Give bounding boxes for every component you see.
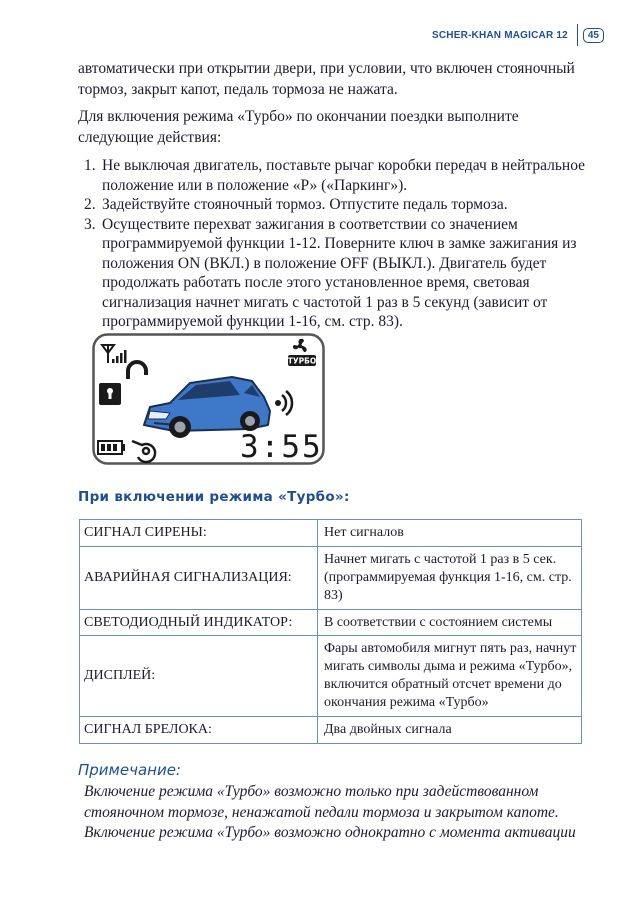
- table-row: [80, 610, 582, 636]
- paragraph-instructions: Для включения режима «Турбо» по окончании поездки выполните следующие действия:: [78, 108, 519, 146]
- row-label: ДИСПЛЕЙ:: [80, 636, 318, 717]
- header-title: SCHER-KHAN MAGICAR 12: [432, 29, 568, 41]
- list-item: [78, 156, 588, 195]
- row-value: Фары автомобиля мигнут пять раз, начнут мигать символы дыма и режима «Турбо», включится обратный отсчет времени до окончания режима «Турбо»: [318, 636, 582, 717]
- note-body: [84, 782, 604, 844]
- page-number: 45: [583, 28, 604, 43]
- row-value: Нет сигналов: [318, 520, 582, 547]
- remote-lcd-display: [92, 333, 325, 465]
- list-item: [78, 215, 588, 332]
- row-value: Начнет мигать с частотой 1 раз в 5 сек. (программируемая функция 1-16, см. стр. 83): [318, 547, 582, 610]
- table-row: [80, 520, 582, 547]
- row-value: В соответствии с состоянием системы: [318, 610, 582, 636]
- note-line: стояночном тормозе, ненажатой педали тормоза и закрытом капоте.: [84, 803, 559, 821]
- body-content: [78, 58, 588, 332]
- table-row: [80, 636, 582, 717]
- step-text: Осуществите перехват зажигания в соответствии со значением программируемой функции 1-12. Поверните ключ в замке зажигания из положения ON (ВКЛ.) в положение OFF (ВЫКЛ.). Двигатель будет продолжать работать после этого установленное время, световая сигнализация начнет мигать с частотой 1 раз в 5 секунд (зависит от программируемой функции 1-16, см. стр. 83).: [102, 215, 577, 330]
- row-label: СИГНАЛ БРЕЛОКА:: [80, 717, 318, 744]
- paragraph-continuation: автоматически при открытии двери, при условии, что включен стояночный тормоз, закрыт капот, педаль тормоза не нажата.: [78, 60, 575, 98]
- row-label: СИГНАЛ СИРЕНЫ:: [80, 520, 318, 547]
- note-line: Включение режима «Турбо» возможно однократно с момента активации: [84, 824, 576, 841]
- countdown-time: 3:55: [240, 429, 323, 465]
- turbo-mode-table: [79, 519, 582, 744]
- row-label: СВЕТОДИОДНЫЙ ИНДИКАТОР:: [80, 610, 318, 636]
- step-text: Не выключая двигатель, поставьте рычаг коробки передач в нейтральное положение или в положение «Р» («Паркинг»).: [102, 157, 586, 194]
- section-title: При включении режима «Турбо»:: [78, 489, 350, 505]
- list-item: [78, 195, 588, 215]
- note-title: Примечание:: [78, 761, 181, 779]
- turbo-label: ТУРБО: [287, 356, 317, 366]
- step-number: 1.: [84, 157, 96, 174]
- note-line: Включение режима «Турбо» возможно только при задействованном: [84, 783, 539, 800]
- lock-icon: [99, 383, 121, 405]
- row-value: Два двойных сигнала: [318, 717, 582, 744]
- row-label: АВАРИЙНАЯ СИГНАЛИЗАЦИЯ:: [80, 547, 318, 610]
- step-text: Задействуйте стояночный тормоз. Отпустите педаль тормоза.: [102, 196, 508, 213]
- step-number: 3.: [84, 215, 96, 233]
- table-row: [80, 717, 582, 744]
- header-divider: [577, 24, 578, 46]
- page-header: [432, 24, 604, 46]
- table-row: [80, 547, 582, 610]
- steps-list: [78, 156, 588, 332]
- step-number: 2.: [84, 196, 96, 213]
- lcd-display-graphic: [92, 333, 325, 465]
